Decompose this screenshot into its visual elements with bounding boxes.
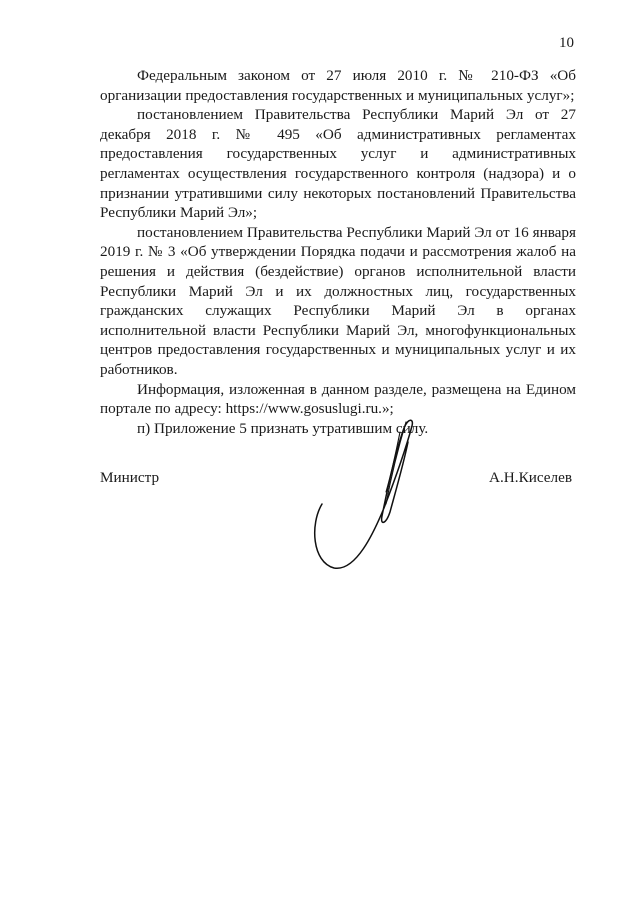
paragraph-appendix-5: п) Приложение 5 признать утратившим силу. <box>137 419 429 437</box>
signatory-name: А.Н.Киселев <box>489 469 572 486</box>
paragraph-resolution-495: постановлением Правительства Республики Марий Эл от 27 декабря 2018 г. № 495 «Об административных регламентах предоставления государственных услуг и административных регламентах осуществления государственного контроля (надзора) и о признании утратившими силу некоторых постановлений Правительства Республики Марий Эл»; <box>100 106 576 222</box>
page-number: 10 <box>559 35 574 51</box>
paragraph-resolution-3: постановлением Правительства Республики Марий Эл от 16 января 2019 г. № 3 «Об утверждении Порядка подачи и рассмотрения жалоб на решения и действия (бездействие) органов исполнительной власти Республики Марий Эл и их должностных лиц, государственных гражданских служащих Республики Марий Эл в органах исполнительной власти Республики Марий Эл, многофункциональных центров предоставления государственных и муниципальных услуг и их работников. <box>100 223 576 378</box>
signatory-title: Министр <box>100 469 160 486</box>
paragraph-federal-law: Федеральным законом от 27 июля 2010 г. № 210-ФЗ «Об организации предоставления государственных и муниципальных услуг»; <box>100 67 576 104</box>
handwritten-signature <box>300 412 430 572</box>
paragraph-portal-info: Информация, изложенная в данном разделе, размещена на Едином портале по адресу: https://www.gosuslugi.ru.»; <box>100 380 576 418</box>
document-body <box>100 66 576 438</box>
